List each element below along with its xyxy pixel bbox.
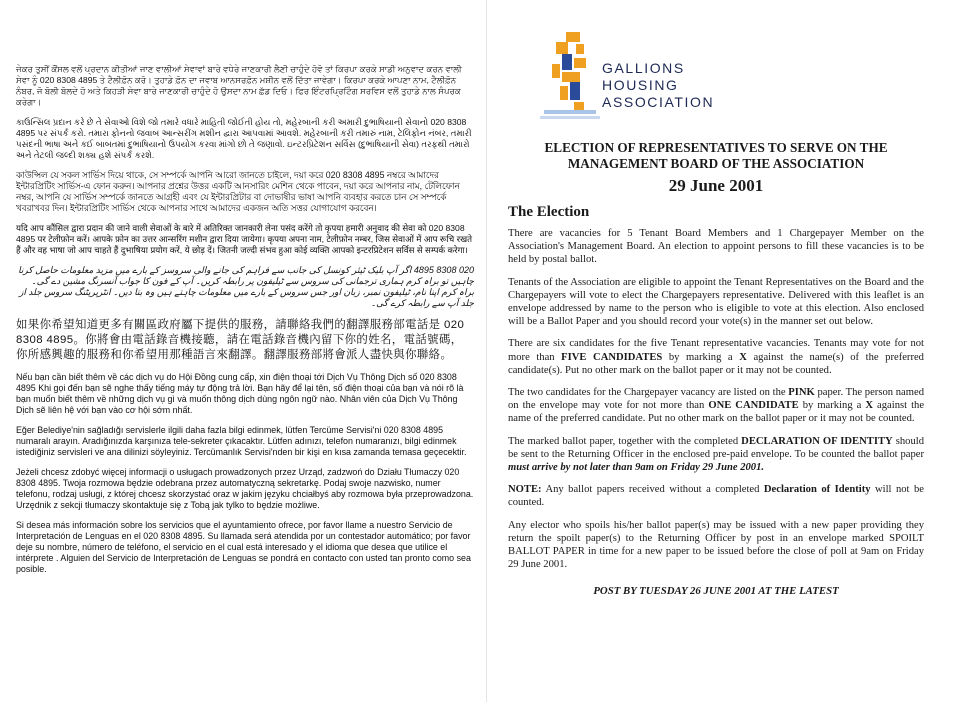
document-title: ELECTION OF REPRESENTATIVES TO SERVE ON THE MANAGEMENT BOARD OF THE ASSOCIATION	[544, 140, 888, 171]
notice-bengali: কাউন্সিল যে সকল সার্ভিস দিয়ে থাকে, সে সম্পর্কে আপনি আরো জানতে চাইলে, দয়া করে 020 8308 4895 নম্বরে আমাদের ইন্টারপ্রিটিং সার্ভিস-এ ফোন করুন। আপনার প্রশ্নের উত্তর একটি আনসারিং মেশিন থেকে পাবেন, দয়া করে আপনার নাম, টেলিফোন নম্বর, আপনি যে সার্ভিস সম্পর্কে জানতে আগ্রহী এবং যে ইন্টারপ্রিটার বা দোভাষীর ভাষা আপনি ব্যবহার করতে চান সে সম্পর্কে খবরাখবর দিন। ইন্টারপ্রিটিং সার্ভিস থেকে আপনার সাথে আমাদের একজন অতি সত্তর যোগাযোগ করবেন।	[16, 170, 460, 213]
text: will not be counted.	[508, 484, 924, 509]
notice-hindi: यदि आप कौंसिल द्वारा प्रदान की जाने वाली सेवाओं के बारे में अतिरिक्त जानकारी लेना पसंद करेंगे तो कृपया हमारी अनुवाद की सेवा को 020 8308 4895 पर टेलीफ़ोन करें। आपके फ़ोन का उत्तर आन्सरिंग मशीन द्वारा दिया जायेगा। कृपया अपना नाम, टेलीफ़ोन नम्बर, जिस सेवाओं में आप रूचि रखते हैं और वह भाषा जो आप चाहते हैं दुभाषिया प्रयोग करें, ये छोड़ दें। जितनी जल्दी संभव हुआ कोई व्यक्ति आपको इन्टरप्रिटेशन सर्विस से सम्पर्क करेगा।	[16, 223, 473, 255]
text: by marking a	[662, 351, 740, 363]
emphasis-deadline: must arrive by not later than 9am on Friday 29 June 2001.	[508, 462, 765, 474]
notice-vietnamese: Nếu bạn cần biết thêm về các dịch vụ do Hội Đồng cung cấp, xin điện thoại tới Dịch Vụ Thông Dịch số 020 8308 4895 Khi gọi đến bạn sẽ nghe thấy tiếng máy tự động trả lời. Bạn hãy để lại tên, số điện thoại của bạn và nói rõ là bạn muốn biết thêm về những dịch vụ gì và muốn thông dịch dùng ngôn ngữ nào. Nhân viên của Dịch Vụ Thông Dịch sẽ liên hệ với bạn vào cơ hội sớm nhất.	[16, 372, 464, 415]
gallions-logo-icon	[540, 30, 600, 122]
logo-line-housing: HOUSING	[602, 77, 679, 93]
paragraph-vacancies: There are vacancies for 5 Tenant Board Members and 1 Chargepayer Member on the Association's Management Board. An election to appoint persons to fill these vacancies is to be held by postal ballot.	[508, 228, 924, 266]
emphasis: ONE CANDIDATE	[708, 400, 799, 412]
emphasis: PINK	[788, 387, 815, 399]
text: against the name of the preferred candidate. Put no other mark on the ballot paper or it may not be counted.	[508, 400, 925, 425]
text: paper. The person named on the envelope may vote for not more than	[508, 387, 924, 412]
text: The two candidates for the Chargepayer vacancy are listed on the	[508, 387, 789, 399]
page-fold	[486, 0, 487, 702]
paragraph-return-ballot	[508, 435, 924, 475]
notice-chinese: 如果你希望知道更多有關區政府屬下提供的服務，請聯絡我們的翻譯服務部電話是 020 8308 4895。你將會由電話錄音機接聽，請在電話錄音機內留下你的姓名，電話號碼，你所感興趣的服務和你希望用那種語言來翻譯。翻譯服務部將會派人盡快與你聯絡。	[16, 319, 465, 361]
notice-spanish: Si desea más información sobre los servicios que el ayuntamiento ofrece, por favor llame a nuestro Servicio de Interpretación de Lenguas en el 020 8308 4895. Su llamada será atendida por un contestador automático; por favor deje su nombre, número de teléfono, el servicio en el cual está interesado y el idioma que desea que utilice el intérprete . Alguien del Servicio de Interpretación de Lenguas se pondrá en contacto con usted tan pronto como sea posible.	[16, 520, 471, 574]
text: There are six candidates for the five Tenant representative vacancies. Tenants may vote for not more than	[508, 338, 924, 363]
paragraph-eligibility: Tenants of the Association are eligible to appoint the Tenant Representatives on the Board and the Chargepayers will vote to elect the Chargepayers representative. Delivered with this leaflet is an envelope addressed by name to the person who is eligible to vote at this election. Also enclosed will be a Ballot Paper and you should record your vote(s) in the manner set out below.	[508, 276, 924, 328]
emphasis: X	[739, 351, 747, 363]
association-logo	[540, 30, 924, 126]
logo-line-association: ASSOCIATION	[602, 94, 715, 110]
text: against the name(s) of the preferred candidate(s). Put no other mark on the ballot paper or it may not be counted.	[508, 351, 924, 376]
election-date: 29 June 2001	[668, 176, 764, 195]
section-title: The Election	[508, 204, 590, 220]
text: by marking a	[798, 400, 866, 412]
logo-line-gallions: GALLIONS	[602, 60, 685, 76]
notice-urdu: 020 8308 4895 اگر آپ بلیک ٹیئر کونسل کی جانب سے فراہم کی جانے والی سروسز کے بارے میں مزید معلومات حاصل کرنا چاہیں تو براہ کرم ہماری ترجمانی کی سروس سے ٹیلیفون پر رابطہ کریں۔ آپ کے فون کا جواب آنسرنگ مشین دے گی۔ براہ کرم اپنا نام، ٹیلیفون نمبر، زبان اور جس سروس کے بارے میں معلومات چاہتے ہیں وہ بتا دیں۔ انٹرپریٹنگ سروس جلد از جلد آپ سے رابطہ کرے گی۔	[18, 265, 474, 308]
logo-wordmark	[602, 60, 714, 111]
notice-punjabi: ਜੇਕਰ ਤੁਸੀਂ ਕੌਂਸਲ ਵਲੋਂ ਪ੍ਰਦਾਨ ਕੀਤੀਆਂ ਜਾਣ ਵਾਲੀਆਂ ਸੇਵਾਵਾਂ ਬਾਰੇ ਵਧੇਰੇ ਜਾਣਕਾਰੀ ਲੈਣੀ ਚਾਹੁੰਦੇ ਹੋਵੋ ਤਾਂ ਕਿਰਪਾ ਕਰਕੇ ਸਾਡੀ ਅਨੁਵਾਦ ਕਰਨ ਵਾਲੀ ਸੇਵਾ ਨੂੰ 020 8308 4895 ਤੇ ਟੈਲੀਫ਼ੋਨ ਕਰੋ। ਤੁਹਾਡੇ ਫ਼ੋਨ ਦਾ ਜਵਾਬ ਆਨਸਰਫ਼ੋਨ ਮਸ਼ੀਨ ਵਲੋਂ ਦਿੱਤਾ ਜਾਵੇਗਾ। ਕਿਰਪਾ ਕਰਕੇ ਆਪਣਾ ਨਾਮ, ਟੈਲੀਫ਼ੋਨ ਨੰਬਰ, ਜੋ ਬੋਲੀ ਬੋਲਦੇ ਹੋ ਅਤੇ ਕਿਹੜੀ ਸੇਵਾ ਬਾਰੇ ਜਾਣਕਾਰੀ ਚਾਹੁੰਦੇ ਹੋ ਉਸਦਾ ਨਾਮ ਛੱਡ ਦਿਓ। ਫਿਰ ਇੰਟਰਪ੍ਰਿਟਿੰਗ ਸਰਵਿਸ ਵਲੋਂ ਤੁਹਾਡੇ ਨਾਲ ਸੰਪਰਕ ਕਰੇਗਾ।	[16, 64, 462, 107]
paragraph-chargepayer-vote	[508, 386, 924, 426]
notice-gujarati: કાઉન્સિલ પ્રદાન કરે છે તે સેવાઓ વિશે જો તમારે વધારે માહિતી જોઈતી હોય તો, મહેરબાની કરી અમારી દુભાષિયાની સેવાનો 020 8308 4895 પર સંપર્ક કરો. તમારા ફોનનો જવાબ આન્સરીંગ મશીન દ્વારા આપવામાં આવશે. મહેરબાની કરી તમારું નામ, ટેલિફોન નંબર, તમારી પસંદની ભાષા અને કઈ બાબતમાં દુભાષિયાનો ઉપયોગ કરવા માંગો છો તે જણાવો. ઇન્ટરપ્રિટેશન સર્વિસ (દુભાષિયાની સેવા) તરફથી તમારો અને તેટલી જલ્દી શક્ય હશે સંપર્ક કરશે.	[16, 117, 472, 160]
emphasis: Declaration of Identity	[763, 484, 871, 496]
emphasis: FIVE CANDIDATES	[561, 351, 663, 363]
paragraph-spoilt-papers: Any elector who spoils his/her ballot paper(s) may be issued with a new paper providing they return the spoilt paper(s) to the Returning Officer by post in an envelope marked SPOILT BALLOT PAPER in time for a new paper to be issued before the close of poll at 9am on Friday 29 June 2001.	[508, 519, 924, 571]
notice-turkish: Eğer Belediye'nin sağladığı servislerle ilgili daha fazla bilgi edinmek, lütfen Tercüme Servisi'ni 020 8308 4895 numaralı arayın. Aradığınızda karşınıza tele-sekreter çıkacaktır. Lütfen adınızı, telefon numaranızı, bilgi edinmek istediğiniz servisleri ve ana dilinizi söyleyiniz. Tercümanlık Servisi'nden bir kişi en kısa zamanda temasa geçecektir.	[16, 425, 467, 457]
emphasis: X	[865, 400, 874, 412]
election-notice	[508, 30, 924, 597]
note-label: NOTE:	[508, 484, 542, 496]
paragraph-tenant-vote	[508, 337, 924, 377]
emphasis: DECLARATION OF IDENTITY	[741, 435, 893, 447]
post-by-deadline: POST BY TUESDAY 26 JUNE 2001 AT THE LATEST	[593, 585, 839, 598]
text: The marked ballot paper, together with the completed	[508, 435, 742, 447]
text: Any ballot papers received without a completed	[541, 484, 764, 496]
notice-polish: Jeżeli chcesz zdobyć więcej informacji o usługach prowadzonych przez Urząd, zadzwoń do Działu Tłumaczy 020 8308 4895. Twoja rozmowa będzie odebrana przez automatyczną sekretarkę. Podaj swoje nazwisko, numer telefonu, rodzaj usługi, z której chcesz skorzystać oraz w jakim języku chciałbyś aby rozmowa była przeprowadzona. Urzędnik z sekcji tłumaczy skontaktuje się z Tobą jak tylko to będzie możliwe.	[16, 467, 474, 510]
multilingual-notices	[16, 64, 474, 584]
text: should be sent to the Returning Officer in the enclosed pre-paid envelope. To be counted the ballot paper	[508, 435, 924, 460]
paragraph-note	[508, 483, 924, 509]
